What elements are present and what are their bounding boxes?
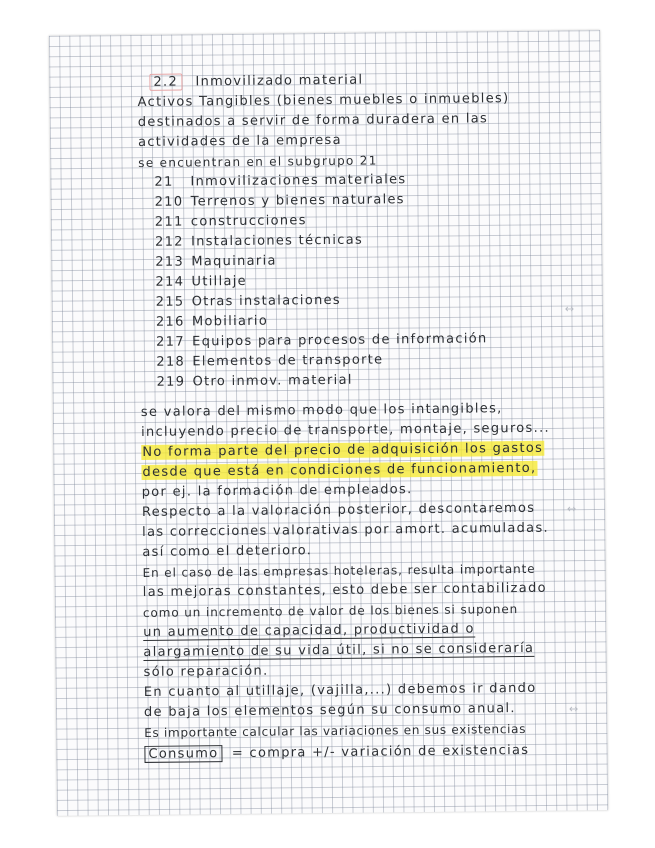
account-code: 213 (155, 254, 185, 270)
highlighted-line (141, 461, 537, 481)
account-row (155, 192, 405, 211)
account-name: Otras instalaciones (191, 292, 342, 310)
account-name: construcciones (190, 213, 307, 230)
body-line: por ej. la formación de empleados. (141, 482, 413, 500)
account-row (155, 233, 363, 251)
highlight-text: No forma parte del precio de adquisición los gastos (142, 440, 544, 460)
account-name: Otro inmov. material (192, 372, 353, 390)
account-name: Maquinaria (191, 253, 277, 270)
highlighted-line (141, 441, 544, 461)
account-code: 219 (156, 374, 186, 390)
valuation-line: incluyendo precio de transporte, montaje, seguros... (141, 420, 550, 440)
body-line: Respecto a la valoración posterior, descontaremos (141, 500, 536, 520)
body-line: las correcciones valorativas por amort. acumuladas. (142, 520, 550, 540)
consumo-term: Consumo (144, 745, 222, 763)
account-code: 210 (154, 194, 184, 210)
body-line: así como el deterioro. (142, 543, 313, 560)
section-number: 2.2 (149, 74, 182, 91)
body-line (143, 641, 534, 661)
intro-line: se encuentran en el subgrupo 21 (138, 153, 378, 170)
account-name: Equipos para procesos de información (192, 331, 488, 350)
account-code: 217 (156, 334, 185, 350)
body-line: de baja los elementos según su consumo anual. (143, 701, 516, 720)
account-row (156, 352, 383, 370)
account-row (155, 254, 277, 271)
account-row (155, 213, 307, 231)
body-line: como un incremento de valor de los bienes si suponen (142, 602, 519, 620)
underlined-text: un aumento de capacidad, productividad o (143, 621, 475, 640)
body-line: En el caso de las empresas hoteleras, resulta importante (142, 561, 536, 580)
body-line (143, 621, 475, 640)
formula-line (144, 743, 529, 763)
account-row (156, 373, 352, 391)
margin-arrow-icon: ↔ (566, 502, 577, 516)
account-name: Inmovilizaciones materiales (190, 172, 407, 190)
account-row (154, 172, 406, 191)
account-row (156, 293, 341, 311)
account-code: 218 (156, 354, 186, 370)
account-row (155, 274, 247, 291)
account-name: Elementos de transporte (192, 352, 384, 370)
section-title: Inmovilizado material (195, 72, 364, 90)
body-line: sólo reparación. (143, 663, 269, 680)
notebook-page (49, 30, 608, 816)
valuation-line: se valora del mismo modo que los intangibles, (140, 401, 503, 420)
section-heading (149, 73, 363, 91)
account-code: 212 (155, 234, 184, 250)
account-code: 216 (155, 314, 185, 330)
intro-line: Activos Tangibles (bienes muebles o inmuebles) (137, 91, 510, 110)
formula-rest: = compra +/- variación de existencias (231, 742, 530, 762)
highlight-text: desde que está en condiciones de funcionamiento, (142, 460, 537, 480)
account-code: 215 (155, 294, 185, 310)
underlined-text: alargamiento de su vida útil, si no se consideraría (143, 640, 535, 660)
account-row (156, 331, 488, 350)
account-name: Terrenos y bienes naturales (190, 192, 405, 210)
account-name: Utillaje (191, 273, 248, 290)
account-row (156, 314, 268, 331)
intro-line: destinados a servir de forma duradera en las (137, 111, 489, 130)
account-code: 214 (155, 274, 185, 290)
body-line: las mejoras constantes, esto debe ser contabilizado (142, 580, 547, 600)
body-line: Es importante calcular las variaciones en sus existencias (144, 721, 527, 740)
account-name: Mobiliario (191, 313, 269, 330)
margin-arrow-icon: ↔ (568, 702, 579, 716)
body-line: En cuanto al utillaje, (vajilla,...) debemos ir dando (143, 680, 537, 700)
intro-line: actividades de la empresa (137, 132, 342, 150)
account-code: 21 (154, 174, 174, 190)
account-name: Instalaciones técnicas (191, 232, 364, 250)
account-code: 211 (154, 214, 184, 230)
margin-arrow-icon: ↔ (564, 302, 575, 316)
